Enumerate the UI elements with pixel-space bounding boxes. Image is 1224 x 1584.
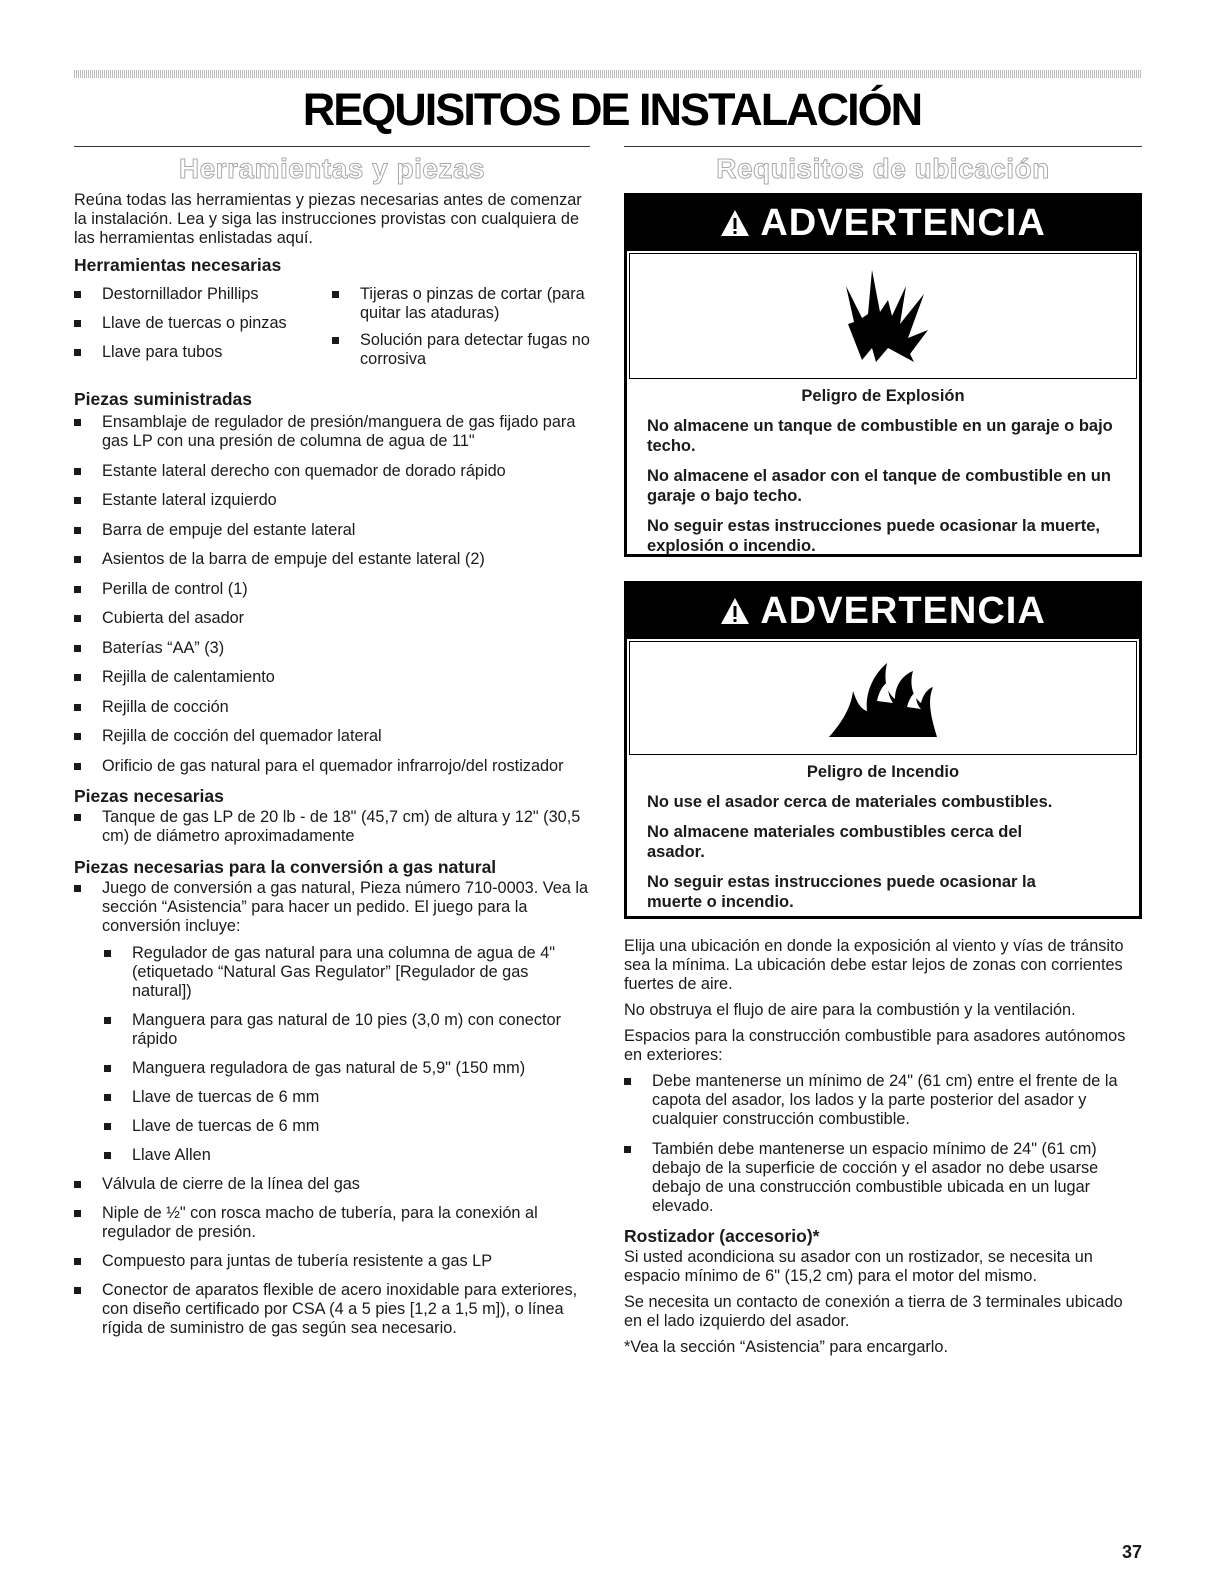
warning-icon-area bbox=[629, 641, 1137, 755]
page-number: 37 bbox=[1121, 1542, 1142, 1562]
warning-title: ADVERTENCIA bbox=[760, 590, 1046, 632]
list-item: Solución para detectar fugas no corrosiva bbox=[332, 331, 590, 369]
warning-triangle-icon bbox=[720, 202, 760, 244]
list-item: Tanque de gas LP de 20 lb - de 18" (45,7 cm) de altura y 12" (30,5 cm) de diámetro aproximadamente bbox=[74, 808, 590, 846]
location-paragraph: Elija una ubicación en donde la exposición al viento y vías de tránsito sea la mínima. La ubicación debe estar lejos de zonas con corrientes fuertes de aire. bbox=[624, 937, 1124, 993]
explosion-icon bbox=[828, 264, 938, 369]
list-item: Llave de tuercas de 6 mm bbox=[104, 1088, 590, 1107]
list-item: Válvula de cierre de la línea del gas bbox=[74, 1175, 590, 1194]
list-item: Ensamblaje de regulador de presión/manguera de gas fijado para gas LP con una presión de columna de agua de 11" bbox=[74, 413, 590, 451]
page-title: REQUISITOS DE INSTALACIÓN bbox=[302, 84, 922, 135]
list-item: Perilla de control (1) bbox=[74, 580, 590, 599]
tools-heading: Herramientas necesarias bbox=[74, 255, 282, 275]
warning-triangle-icon bbox=[720, 590, 760, 632]
list-item: Regulador de gas natural para una columna de agua de 4" (etiquetado “Natural Gas Regulator” [Regulador de gas natural]) bbox=[104, 944, 590, 1001]
list-item: Manguera reguladora de gas natural de 5,9" (150 mm) bbox=[104, 1059, 590, 1078]
list-item: Llave para tubos bbox=[74, 343, 332, 362]
warning-title: ADVERTENCIA bbox=[760, 202, 1046, 244]
list-item bbox=[74, 879, 590, 1165]
list-item: Barra de empuje del estante lateral bbox=[74, 521, 590, 540]
list-item: También debe mantenerse un espacio mínimo de 24" (61 cm) debajo de la superficie de cocción y el asador no debe usarse debajo de una construcción combustible ubicada en un lugar elevado. bbox=[624, 1140, 1142, 1216]
warning-box-fire bbox=[624, 581, 1142, 919]
list-item: Debe mantenerse un mínimo de 24" (61 cm) entre el frente de la capota del asador, los lados y la parte posterior del asador y cualquier construcción combustible. bbox=[624, 1072, 1142, 1129]
list-item: Estante lateral derecho con quemador de dorado rápido bbox=[74, 462, 590, 481]
warning-body bbox=[627, 755, 1139, 932]
list-item: Orificio de gas natural para el quemador infrarrojo/del rostizador bbox=[74, 757, 590, 776]
supplied-heading: Piezas suministradas bbox=[74, 389, 252, 409]
fire-icon bbox=[823, 651, 943, 746]
rotisserie-note: *Vea la sección “Asistencia” para encargarlo. bbox=[624, 1338, 948, 1356]
warning-line: No almacene materiales combustibles cerca del asador. bbox=[647, 823, 1023, 861]
list-item: Cubierta del asador bbox=[74, 609, 590, 628]
list-item: Llave Allen bbox=[104, 1146, 590, 1165]
rotisserie-paragraph: Se necesita un contacto de conexión a tierra de 3 terminales ubicado en el lado izquierdo del asador. bbox=[624, 1293, 1123, 1330]
warning-line: No almacene el asador con el tanque de combustible en un garaje o bajo techo. bbox=[647, 467, 1111, 505]
airflow-paragraph: No obstruya el flujo de aire para la combustión y la ventilación. bbox=[624, 1001, 1076, 1019]
list-item: Destornillador Phillips bbox=[74, 285, 332, 304]
list-item: Tijeras o pinzas de cortar (para quitar las ataduras) bbox=[332, 285, 590, 323]
needed-heading: Piezas necesarias bbox=[74, 786, 224, 806]
list-item: Conector de aparatos flexible de acero inoxidable para exteriores, con diseño certificado por CSA (4 a 5 pies [1,2 a 1,5 m]), o línea rígida de suministro de gas según sea necesario. bbox=[74, 1281, 590, 1338]
warning-line: No use el asador cerca de materiales combustibles. bbox=[647, 793, 1053, 811]
tools-list-col1 bbox=[74, 285, 332, 377]
warning-icon-area bbox=[629, 253, 1137, 379]
list-item: Rejilla de calentamiento bbox=[74, 668, 590, 687]
list-item: Manguera para gas natural de 10 pies (3,0 m) con conector rápido bbox=[104, 1011, 590, 1049]
list-item: Baterías “AA” (3) bbox=[74, 639, 590, 658]
list-item: Estante lateral izquierdo bbox=[74, 491, 590, 510]
section-heading-location: Requisitos de ubicación bbox=[716, 153, 1050, 184]
conversion-kit-contents bbox=[102, 944, 590, 1165]
warning-line: No almacene un tanque de combustible en un garaje o bajo techo. bbox=[647, 417, 1113, 455]
clearance-intro: Espacios para la construcción combustible para asadores autónomos en exteriores: bbox=[624, 1027, 1126, 1064]
right-column bbox=[624, 146, 1142, 1364]
conversion-kit-text: Juego de conversión a gas natural, Pieza número 710-0003. Vea la sección “Asistencia” para hacer un pedido. El juego para la conversión incluye: bbox=[102, 878, 589, 935]
rotisserie-paragraph: Si usted acondiciona su asador con un rostizador, se necesita un espacio mínimo de 6" (15,2 cm) para el motor del mismo. bbox=[624, 1248, 1093, 1285]
needed-list bbox=[74, 808, 590, 846]
top-decorative-rule bbox=[74, 70, 1142, 78]
warning-header bbox=[627, 584, 1139, 639]
supplied-list bbox=[74, 413, 590, 776]
warning-subtitle: Peligro de Explosión bbox=[801, 387, 965, 405]
column-divider bbox=[74, 146, 590, 147]
warning-box-explosion bbox=[624, 193, 1142, 557]
warning-line: No seguir estas instrucciones puede ocasionar la muerte, explosión o incendio. bbox=[647, 517, 1100, 555]
list-item: Niple de ½" con rosca macho de tubería, para la conexión al regulador de presión. bbox=[74, 1204, 590, 1242]
column-divider bbox=[624, 146, 1142, 147]
intro-paragraph: Reúna todas las herramientas y piezas necesarias antes de comenzar la instalación. Lea y siga las instrucciones provistas con cualquiera de las herramientas enlistadas aquí. bbox=[74, 191, 582, 247]
conversion-heading: Piezas necesarias para la conversión a gas natural bbox=[74, 856, 497, 877]
warning-header bbox=[627, 196, 1139, 251]
list-item: Llave de tuercas de 6 mm bbox=[104, 1117, 590, 1136]
list-item: Llave de tuercas o pinzas bbox=[74, 314, 332, 333]
warning-line: No seguir estas instrucciones puede ocasionar la muerte o incendio. bbox=[647, 873, 1036, 911]
list-item: Rejilla de cocción bbox=[74, 698, 590, 717]
tools-list bbox=[74, 285, 590, 377]
rotisserie-heading: Rostizador (accesorio)* bbox=[624, 1226, 820, 1246]
warning-subtitle: Peligro de Incendio bbox=[806, 763, 960, 781]
conversion-list bbox=[74, 879, 590, 1338]
list-item: Asientos de la barra de empuje del estante lateral (2) bbox=[74, 550, 590, 569]
clearance-list bbox=[624, 1072, 1142, 1216]
tools-list-col2 bbox=[332, 285, 590, 377]
list-item: Rejilla de cocción del quemador lateral bbox=[74, 727, 590, 746]
list-item: Compuesto para juntas de tubería resistente a gas LP bbox=[74, 1252, 590, 1271]
section-heading-tools: Herramientas y piezas bbox=[178, 153, 486, 184]
warning-body bbox=[627, 379, 1139, 576]
left-column bbox=[74, 146, 590, 1348]
